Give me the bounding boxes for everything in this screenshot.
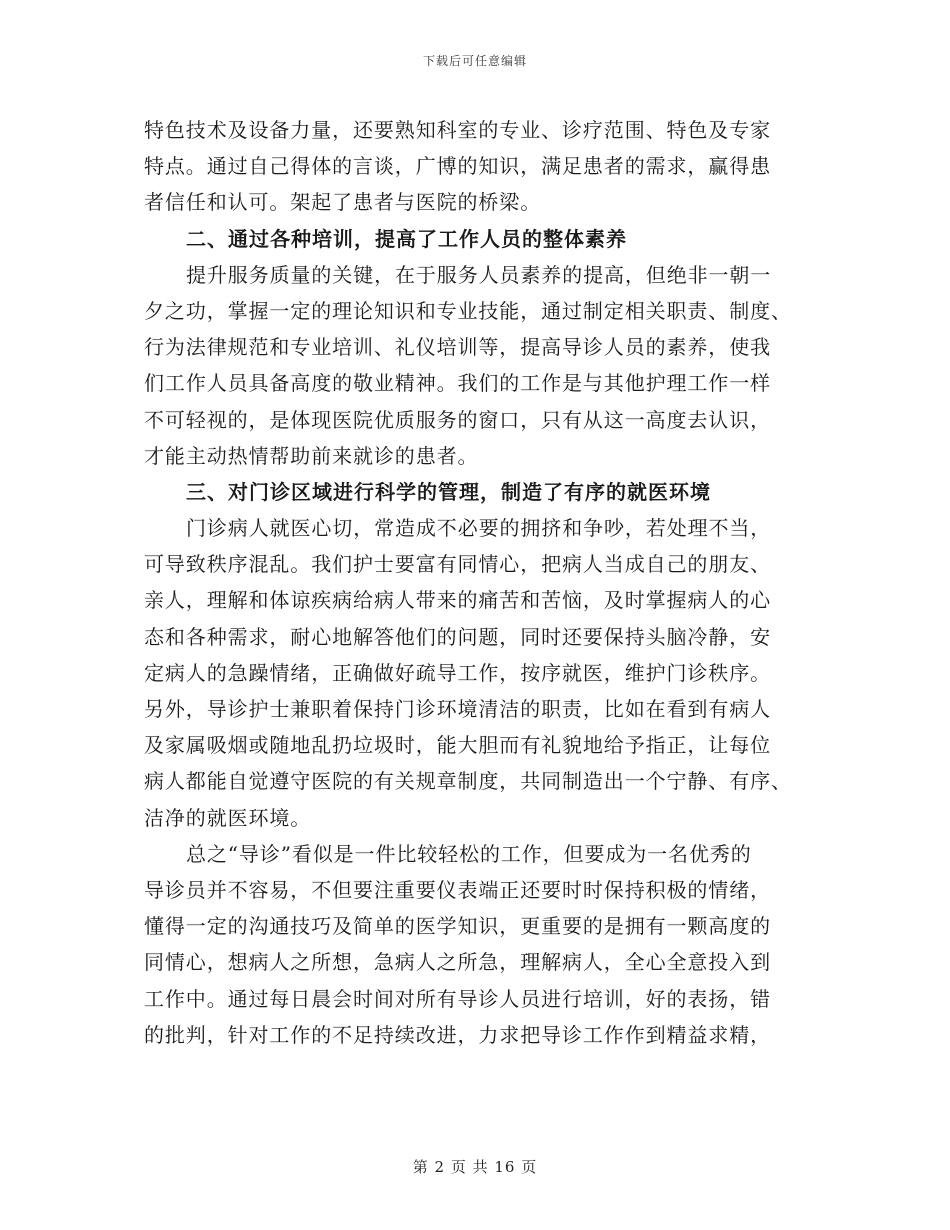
body-text-line: 特点。通过自己得体的言谈，广博的知识，满足患者的需求，赢得患	[144, 154, 771, 179]
body-text-line: 总之“导诊”看似是一件比较轻松的工作，但要成为一名优秀的	[186, 841, 752, 866]
page-header: 下载后可任意编辑	[422, 54, 527, 68]
body-text-line: 懂得一定的沟通技巧及简单的医学知识，更重要的是拥有一颗高度的	[144, 914, 771, 939]
body-text-line: 洁净的就医环境。	[144, 805, 312, 830]
body-text-line: 夕之功，掌握一定的理论知识和专业技能，通过制定相关职责、制度、	[144, 298, 792, 323]
body-text-line: 态和各种需求，耐心地解答他们的问题，同时还要保持头脑冷静，安	[144, 624, 771, 649]
section-heading: 二、通过各种培训，提高了工作人员的整体素养	[186, 226, 627, 251]
body-text-line: 才能主动热情帮助前来就诊的患者。	[144, 443, 479, 468]
body-text-line: 病人都能自觉遵守医院的有关规章制度，共同制造出一个宁静、有序、	[144, 769, 792, 794]
body-text-line: 提升服务质量的关键，在于服务人员素养的提高，但绝非一朝一	[186, 262, 772, 287]
body-text-line: 及家属吸烟或随地乱扔垃圾时，能大胆而有礼貌地给予指正，让每位	[144, 733, 771, 758]
body-text-line: 可导致秩序混乱。我们护士要富有同情心，把病人当成自己的朋友、	[144, 552, 771, 577]
document-body	[144, 112, 808, 1053]
body-text-line: 的批判，针对工作的不足持续改进，力求把导诊工作作到精益求精，	[144, 1022, 771, 1047]
body-text-line: 者信任和认可。架起了患者与医院的桥梁。	[144, 190, 542, 215]
body-text-line: 工作中。通过每日晨会时间对所有导诊人员进行培训，好的表扬，错	[144, 986, 771, 1011]
body-text-line: 另外，导诊护士兼职着保持门诊环境清洁的职责，比如在看到有病人	[144, 697, 771, 721]
body-text-line: 同情心，想病人之所想，急病人之所急，理解病人，全心全意投入到	[144, 950, 771, 975]
body-text-line: 导诊员并不容易，不但要注重要仪表端正还要时时保持积极的情绪，	[144, 877, 771, 902]
body-text-line: 们工作人员具备高度的敬业精神。我们的工作是与其他护理工作一样	[144, 371, 771, 396]
body-text-line: 不可轻视的，是体现医院优质服务的窗口，只有从这一高度去认识，	[144, 407, 771, 432]
body-text-line: 门诊病人就医心切，常造成不必要的拥挤和争吵，若处理不当，	[186, 516, 772, 541]
body-text-line: 定病人的急躁情绪，正确做好疏导工作，按序就医，维护门诊秩序。	[144, 660, 771, 685]
body-text-line: 亲人，理解和体谅疾病给病人带来的痛苦和苦恼，及时掌握病人的心	[144, 588, 771, 613]
section-heading: 三、对门诊区域进行科学的管理，制造了有序的就医环境	[186, 479, 711, 504]
body-text-line: 特色技术及设备力量，还要熟知科室的专业、诊疗范围、特色及专家	[144, 118, 771, 142]
page-footer: 第 2 页 共 16 页	[412, 1158, 538, 1176]
body-text-line: 行为法律规范和专业培训、礼仪培训等，提高导诊人员的素养，使我	[144, 335, 771, 360]
